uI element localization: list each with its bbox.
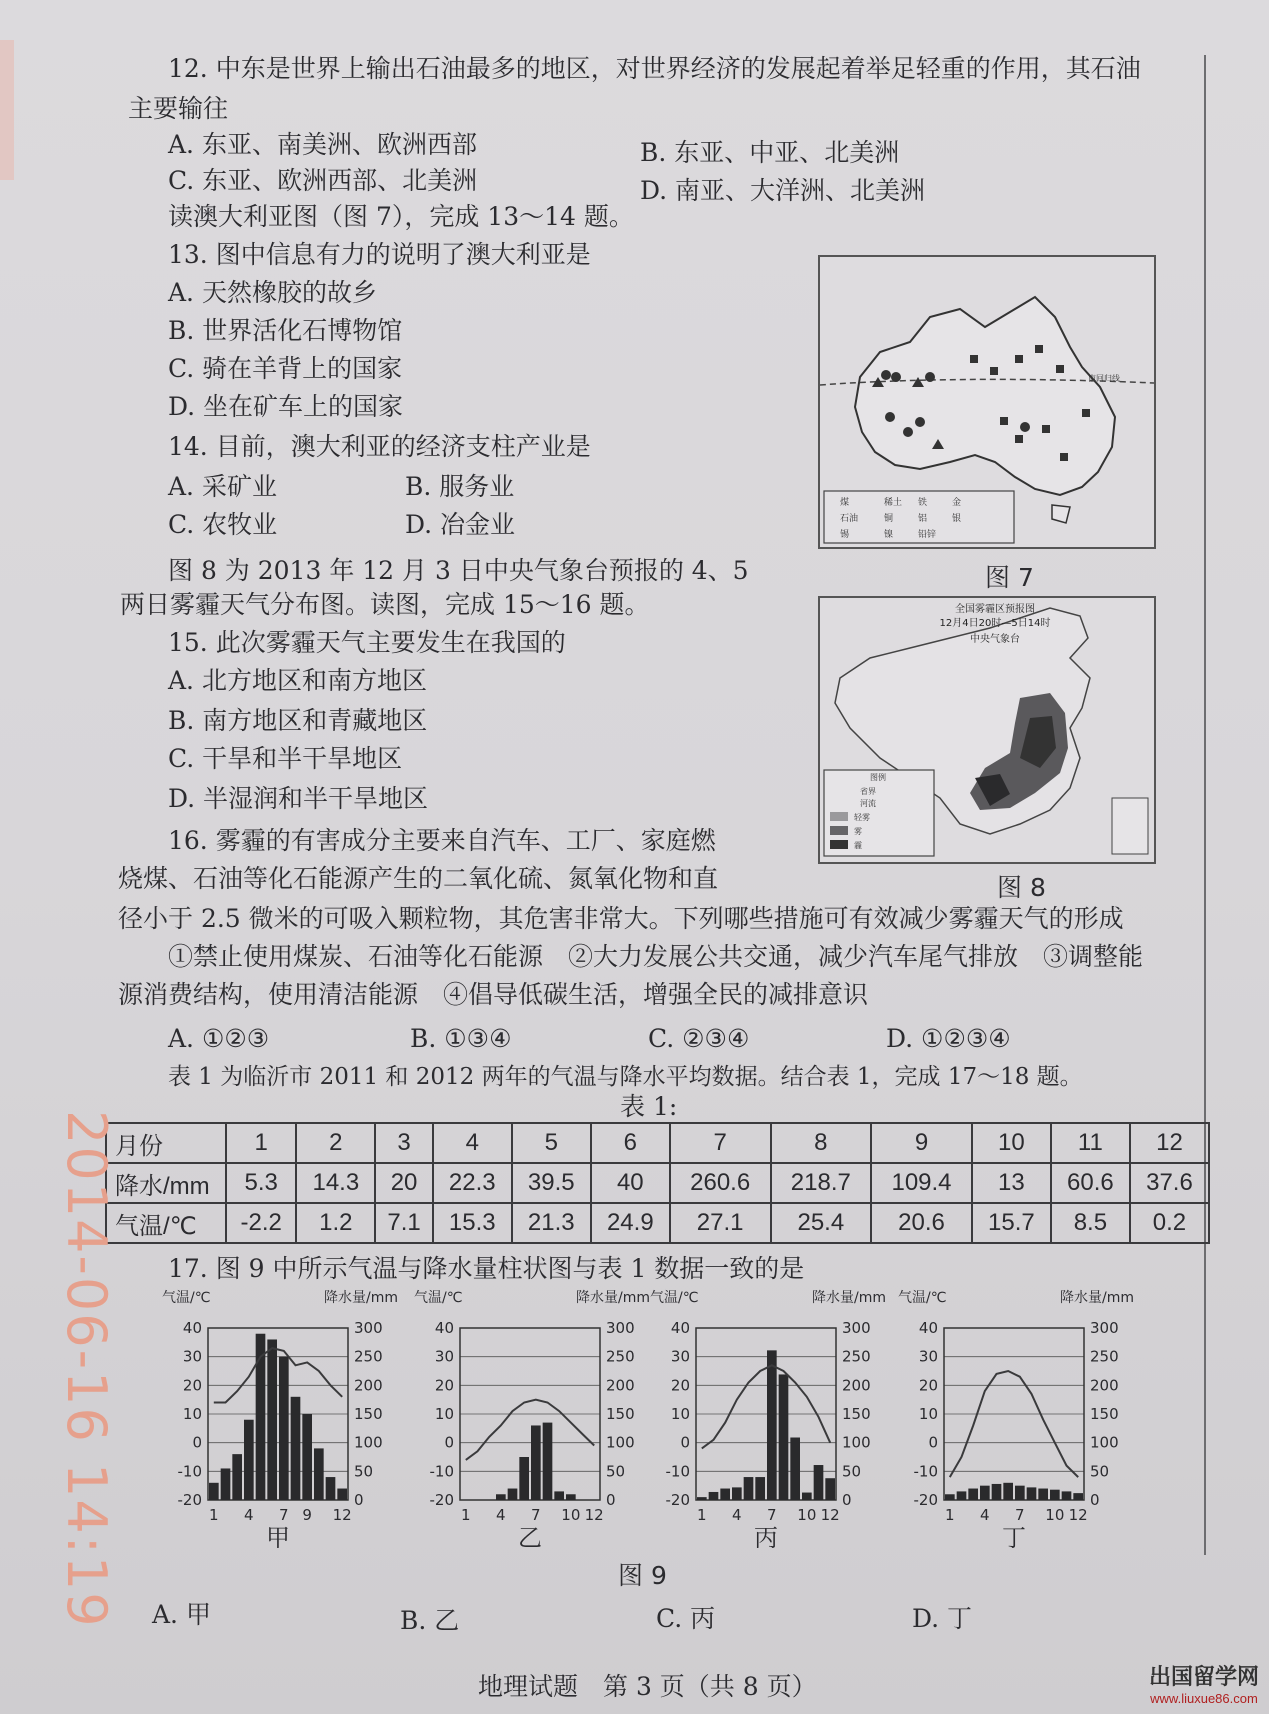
- chart-x-tick: 12: [332, 1506, 352, 1524]
- chart-precip-bar: [302, 1414, 312, 1500]
- chart-name: 丙: [754, 1524, 778, 1548]
- q15-option-b: B. 南方地区和青藏地区: [168, 706, 428, 735]
- chart-precip-bar: [755, 1477, 765, 1500]
- chart-temp-tick: -10: [665, 1462, 690, 1481]
- chart-temp-tick: 0: [680, 1433, 690, 1452]
- chart-precip-tick: 300: [354, 1319, 383, 1337]
- chart-precip-tick: 0: [1090, 1491, 1100, 1509]
- chart-temp-tick: 20: [918, 1376, 938, 1395]
- chart-x-tick: 12: [584, 1506, 604, 1524]
- q13-option-b: B. 世界活化石博物馆: [168, 316, 403, 345]
- chart-precip-tick: 0: [354, 1491, 364, 1509]
- chart-temp-tick: -10: [429, 1462, 454, 1481]
- chart-precip-tick: 50: [354, 1462, 374, 1481]
- tropic-label: 南回归线: [1088, 374, 1120, 383]
- chart-precip-tick: 150: [606, 1405, 635, 1423]
- chart-temp-tick: 40: [434, 1319, 454, 1337]
- chart-x-tick: 1: [209, 1506, 219, 1524]
- table1-title: 表 1:: [620, 1092, 678, 1121]
- fig8-caption: 图 8: [997, 873, 1046, 902]
- chart-x-tick: 9: [302, 1506, 312, 1524]
- chart-precip-bar: [519, 1457, 529, 1500]
- q16-option-c: C. ②③④: [648, 1024, 750, 1053]
- page-edge: [0, 40, 14, 180]
- svg-text:金: 金: [952, 498, 962, 508]
- chart-precip-bar: [314, 1448, 324, 1500]
- chart-name: 乙: [518, 1524, 542, 1548]
- q12-stem-line2: 主要输往: [128, 94, 229, 123]
- chart-temp-tick: 30: [182, 1347, 202, 1366]
- svg-text:锡: 锡: [840, 530, 850, 540]
- chart-x-tick: 12: [820, 1506, 840, 1524]
- chart-ylabel-right: 降水量/mm: [576, 1290, 650, 1306]
- svg-text:铅锌: 铅锌: [918, 530, 937, 540]
- chart-precip-bar: [1015, 1486, 1025, 1500]
- china-haze-map: [818, 596, 1156, 864]
- chart-precip-tick: 50: [1090, 1462, 1110, 1481]
- date-stamp: 2014-06-16 14:19: [55, 1110, 118, 1629]
- chart-precip-bar: [945, 1494, 955, 1500]
- chart-precip-tick: 50: [606, 1462, 626, 1481]
- chart-precip-tick: 200: [842, 1376, 871, 1395]
- australia-map: [818, 255, 1156, 549]
- chart-x-tick: 4: [244, 1506, 254, 1524]
- chart-precip-tick: 0: [606, 1491, 616, 1509]
- chart-temp-tick: 20: [182, 1376, 202, 1395]
- chart-temp-tick: 10: [182, 1405, 202, 1423]
- chart-x-tick: 10: [561, 1506, 581, 1524]
- q13-option-a: A. 天然橡胶的故乡: [168, 278, 377, 307]
- intro-13-14: 读澳大利亚图（图 7），完成 13～14 题。: [168, 202, 634, 231]
- chart-precip-bar: [744, 1477, 754, 1500]
- fig8-subtitle: 12月4日20时—5日14时: [939, 618, 1051, 629]
- svg-text:石油: 石油: [840, 514, 859, 524]
- chart-temp-tick: 20: [434, 1376, 454, 1395]
- q12-option-a: A. 东亚、南美洲、欧洲西部: [168, 130, 477, 159]
- chart-ylabel-right: 降水量/mm: [1060, 1290, 1134, 1306]
- chart-temp-tick: 30: [670, 1347, 690, 1366]
- chart-precip-tick: 50: [842, 1462, 862, 1481]
- table-header-precip: 降水/mm: [106, 1163, 226, 1203]
- watermark-logo: [1149, 1660, 1259, 1706]
- chart-name: 甲: [266, 1524, 290, 1548]
- chart-temp-tick: -10: [177, 1462, 202, 1481]
- chart-precip-bar: [496, 1494, 506, 1500]
- svg-text:银: 银: [952, 514, 962, 524]
- chart-precip-bar: [244, 1420, 254, 1500]
- chart-temp-tick: 10: [670, 1405, 690, 1423]
- chart-x-tick: 7: [767, 1506, 777, 1524]
- chart-precip-tick: 250: [354, 1347, 383, 1366]
- chart-x-tick: 10: [797, 1506, 817, 1524]
- chart-precip-bar: [825, 1478, 835, 1500]
- table-row-precip: 降水/mm 5.3 14.3 20 22.3 39.5 40 260.6 218.7 109.4 13 60.6 37.6: [106, 1163, 1209, 1203]
- chart-precip-tick: 200: [354, 1376, 383, 1395]
- table-row-temp: 气温/℃ -2.2 1.2 7.1 15.3 21.3 24.9 27.1 25.4 20.6 15.7 8.5 0.2: [106, 1203, 1209, 1243]
- table-header-temp: 气温/℃: [106, 1203, 226, 1243]
- chart-precip-tick: 300: [842, 1319, 871, 1337]
- intro-15-16-line2: 两日雾霾天气分布图。读图，完成 15～16 题。: [120, 590, 650, 619]
- chart-x-tick: 7: [279, 1506, 289, 1524]
- chart-x-tick: 4: [732, 1506, 742, 1524]
- chart-precip-tick: 100: [842, 1433, 871, 1452]
- chart-temp-tick: -20: [429, 1491, 454, 1509]
- chart-precip-tick: 250: [842, 1347, 871, 1366]
- chart-precip-bar: [1003, 1483, 1013, 1500]
- chart-temp-tick: 10: [434, 1405, 454, 1423]
- q16-line1: 16. 雾霾的有害成分主要来自汽车、工厂、家庭燃: [168, 826, 716, 855]
- chart-precip-tick: 100: [606, 1433, 635, 1452]
- chart-precip-bar: [267, 1339, 277, 1500]
- svg-text:霾: 霾: [854, 841, 862, 850]
- q13-option-c: C. 骑在羊背上的国家: [168, 354, 403, 383]
- chart-precip-bar: [1050, 1490, 1060, 1500]
- chart-precip-tick: 300: [606, 1319, 635, 1337]
- chart-temp-tick: 20: [670, 1376, 690, 1395]
- chart-precip-bar: [709, 1492, 719, 1500]
- q17-option-c: C. 丙: [656, 1604, 716, 1633]
- chart-ylabel-left: 气温/℃: [162, 1290, 211, 1306]
- q12-stem-line1: 12. 中东是世界上输出石油最多的地区，对世界经济的发展起着举足轻重的作用，其石油: [168, 54, 1141, 83]
- watermark-url: www.liuxue86.com: [1150, 1691, 1258, 1706]
- chart-temp-tick: 30: [434, 1347, 454, 1366]
- svg-text:镍: 镍: [884, 530, 894, 540]
- chart-precip-bar: [566, 1494, 576, 1500]
- chart-precip-bar: [802, 1493, 812, 1500]
- q15-option-a: A. 北方地区和南方地区: [168, 666, 427, 695]
- chart-temp-tick: 40: [670, 1319, 690, 1337]
- q15-option-c: C. 干旱和半干旱地区: [168, 744, 403, 773]
- chart-precip-bar: [1038, 1489, 1048, 1500]
- chart-precip-bar: [531, 1425, 541, 1500]
- fig8-legend-title: 图例: [870, 773, 886, 782]
- fig7-caption: 图 7: [985, 563, 1034, 592]
- svg-text:雾: 雾: [854, 827, 862, 836]
- chart-precip-bar: [790, 1438, 800, 1500]
- chart-precip-bar: [779, 1374, 789, 1500]
- q17-option-d: D. 丁: [912, 1604, 973, 1633]
- watermark-name: 出国留学网: [1148, 1664, 1259, 1689]
- chart-temp-tick: 10: [918, 1405, 938, 1423]
- q14-option-c: C. 农牧业: [168, 510, 278, 539]
- chart-precip-tick: 200: [1090, 1376, 1119, 1395]
- chart-precip-tick: 250: [606, 1347, 635, 1366]
- climate-table: [105, 1122, 1210, 1244]
- chart-precip-bar: [554, 1491, 564, 1500]
- chart-precip-bar: [508, 1489, 518, 1500]
- chart-ylabel-left: 气温/℃: [414, 1290, 463, 1306]
- svg-text:铜: 铜: [884, 514, 894, 524]
- chart-precip-bar: [957, 1491, 967, 1500]
- chart-precip-bar: [543, 1423, 553, 1500]
- chart-x-tick: 1: [461, 1506, 471, 1524]
- climate-chart-bing: [648, 1288, 888, 1552]
- q17-option-b: B. 乙: [400, 1606, 460, 1635]
- chart-precip-bar: [992, 1484, 1002, 1500]
- intro-15-16-line1: 图 8 为 2013 年 12 月 3 日中央气象台预报的 4、5: [168, 556, 749, 585]
- chart-temp-tick: 0: [192, 1433, 202, 1452]
- chart-x-tick: 4: [980, 1506, 990, 1524]
- q16-line3: 径小于 2.5 微米的可吸入颗粒物，其危害非常大。下列哪些措施可有效减少雾霾天气的形成: [118, 904, 1124, 933]
- svg-text:铁: 铁: [918, 498, 928, 508]
- chart-precip-tick: 0: [842, 1491, 852, 1509]
- q12-option-b: B. 东亚、中亚、北美洲: [640, 138, 900, 167]
- chart-precip-bar: [291, 1397, 301, 1500]
- q16-line5: 源消费结构，使用清洁能源 ④倡导低碳生活，增强全民的减排意识: [118, 980, 869, 1009]
- q16-option-b: B. ①③④: [410, 1024, 512, 1053]
- margin-rule: [1204, 55, 1206, 1555]
- climate-chart-ding: [896, 1288, 1136, 1552]
- chart-precip-tick: 300: [1090, 1319, 1119, 1337]
- q12-option-c: C. 东亚、欧洲西部、北美洲: [168, 166, 478, 195]
- chart-precip-bar: [980, 1486, 990, 1500]
- fig8-agency: 中央气象台: [970, 634, 1020, 645]
- chart-precip-bar: [814, 1465, 824, 1500]
- q17-stem: 17. 图 9 中所示气温与降水量柱状图与表 1 数据一致的是: [168, 1254, 805, 1283]
- chart-precip-tick: 250: [1090, 1347, 1119, 1366]
- chart-precip-bar: [732, 1487, 742, 1500]
- chart-precip-bar: [767, 1350, 777, 1500]
- svg-text:河流: 河流: [860, 799, 876, 808]
- australia-outline: [855, 297, 1115, 495]
- intro-17-18: 表 1 为临沂市 2011 和 2012 两年的气温与降水平均数据。结合表 1，完成 17～18 题。: [168, 1064, 1083, 1090]
- q16-line4: ①禁止使用煤炭、石油等化石能源 ②大力发展公共交通，减少汽车尾气排放 ③调整能: [168, 942, 1144, 971]
- chart-temp-tick: 30: [918, 1347, 938, 1366]
- page-footer: 地理试题 第 3 页（共 8 页）: [478, 1672, 817, 1701]
- chart-x-tick: 1: [697, 1506, 707, 1524]
- chart-temp-line: [702, 1365, 830, 1448]
- chart-x-tick: 10: [1045, 1506, 1065, 1524]
- chart-temp-line: [214, 1348, 342, 1402]
- chart-name: 丁: [1002, 1524, 1026, 1548]
- table-header-month: 月份: [106, 1123, 226, 1163]
- chart-ylabel-right: 降水量/mm: [812, 1290, 886, 1306]
- chart-temp-tick: 0: [928, 1433, 938, 1452]
- svg-text:轻雾: 轻雾: [854, 813, 870, 822]
- q14-stem: 14. 目前，澳大利亚的经济支柱产业是: [168, 432, 591, 461]
- chart-temp-tick: -20: [913, 1491, 938, 1509]
- chart-temp-tick: 0: [444, 1433, 454, 1452]
- q15-option-d: D. 半湿润和半干旱地区: [168, 784, 429, 813]
- q16-option-a: A. ①②③: [168, 1024, 270, 1053]
- chart-precip-bar: [1062, 1491, 1072, 1500]
- chart-precip-bar: [697, 1497, 707, 1500]
- chart-precip-bar: [1027, 1487, 1037, 1500]
- svg-text:稀土: 稀土: [884, 498, 903, 508]
- chart-precip-tick: 100: [354, 1433, 383, 1452]
- chart-precip-bar: [221, 1468, 231, 1500]
- fig8-title: 全国雾霾区预报图: [955, 604, 1035, 615]
- chart-ylabel-left: 气温/℃: [898, 1290, 947, 1306]
- chart-temp-line: [950, 1371, 1078, 1477]
- svg-text:省界: 省界: [860, 787, 876, 796]
- chart-temp-tick: -10: [913, 1462, 938, 1481]
- chart-x-tick: 1: [945, 1506, 955, 1524]
- chart-x-tick: 12: [1068, 1506, 1088, 1524]
- chart-precip-tick: 150: [1090, 1405, 1119, 1423]
- chart-precip-bar: [209, 1483, 219, 1500]
- q14-option-d: D. 冶金业: [405, 510, 516, 539]
- climate-chart-jia: [160, 1288, 400, 1552]
- chart-temp-tick: 40: [182, 1319, 202, 1337]
- chart-precip-bar: [326, 1477, 336, 1500]
- q17-option-a: A. 甲: [152, 1600, 211, 1629]
- chart-x-tick: 7: [531, 1506, 541, 1524]
- chart-precip-tick: 200: [606, 1376, 635, 1395]
- chart-precip-tick: 150: [354, 1405, 383, 1423]
- table-row-months: 月份 1 2 3 4 5 6 7 8 9 10 11 12: [106, 1123, 1209, 1163]
- chart-temp-tick: -20: [177, 1491, 202, 1509]
- chart-temp-tick: 40: [918, 1319, 938, 1337]
- chart-precip-bar: [1073, 1493, 1083, 1500]
- chart-x-tick: 4: [496, 1506, 506, 1524]
- q12-option-d: D. 南亚、大洋洲、北美洲: [640, 176, 926, 205]
- q16-line2: 烧煤、石油等化石能源产生的二氧化硫、氮氧化物和直: [118, 864, 719, 893]
- chart-precip-bar: [337, 1489, 347, 1500]
- chart-precip-bar: [279, 1357, 289, 1500]
- climate-chart-yi: [412, 1288, 652, 1552]
- chart-precip-tick: 150: [842, 1405, 871, 1423]
- chart-precip-tick: 100: [1090, 1433, 1119, 1452]
- q14-option-b: B. 服务业: [405, 472, 515, 501]
- chart-temp-tick: -20: [665, 1491, 690, 1509]
- q13-option-d: D. 坐在矿车上的国家: [168, 392, 404, 421]
- chart-x-tick: 7: [1015, 1506, 1025, 1524]
- chart-temp-line: [466, 1400, 594, 1460]
- chart-precip-bar: [720, 1489, 730, 1500]
- chart-precip-bar: [232, 1454, 242, 1500]
- q15-stem: 15. 此次雾霾天气主要发生在我国的: [168, 628, 566, 657]
- chart-ylabel-left: 气温/℃: [650, 1290, 699, 1306]
- q16-option-d: D. ①②③④: [886, 1024, 1011, 1053]
- chart-ylabel-right: 降水量/mm: [324, 1290, 398, 1306]
- fig9-caption: 图 9: [618, 1561, 667, 1590]
- q14-option-a: A. 采矿业: [168, 472, 277, 501]
- q13-stem: 13. 图中信息有力的说明了澳大利亚是: [168, 240, 591, 269]
- chart-precip-bar: [968, 1489, 978, 1500]
- svg-text:煤: 煤: [840, 498, 850, 508]
- svg-text:铝: 铝: [918, 514, 928, 524]
